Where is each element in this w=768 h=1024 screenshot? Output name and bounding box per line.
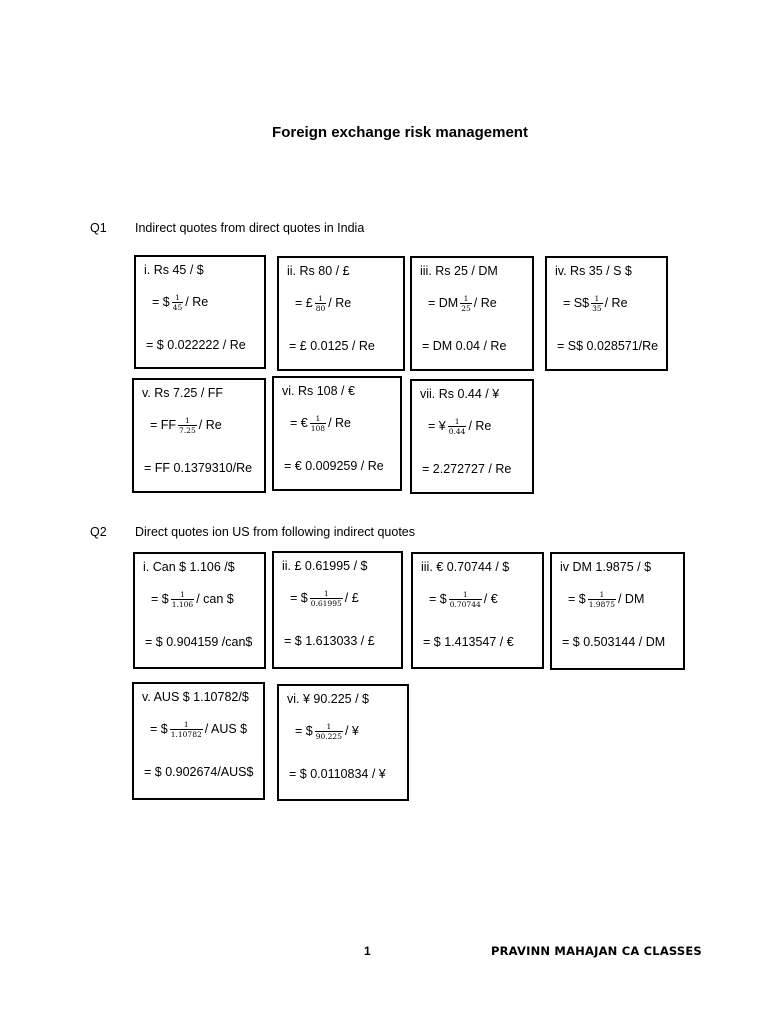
quote-box [545,256,668,371]
fraction-line [428,294,497,313]
fraction-denominator: 80 [315,304,326,313]
fraction-suffix: / can $ [196,591,234,606]
fraction-line [563,294,628,313]
page-title: Foreign exchange risk management [272,124,528,141]
quote-box [133,552,266,669]
fraction-numerator: 1 [185,416,190,425]
quote-heading: vi. Rs 108 / € [282,384,355,398]
quote-result: = 2.272727 / Re [422,462,512,476]
fraction-suffix: / Re [473,295,497,310]
fraction [178,416,197,435]
quote-result: = S$ 0.028571/Re [557,339,659,353]
fraction-line [150,416,222,435]
fraction [171,590,194,609]
fraction [310,414,326,433]
fraction [310,589,343,608]
fraction-prefix: = DM [428,295,459,310]
quote-result: = $ 0.022222 / Re [146,338,246,352]
quote-result: = $ 0.904159 /can$ [145,635,253,649]
fraction-prefix: = $ [290,590,308,605]
quote-heading: vii. Rs 0.44 / ¥ [420,387,500,401]
fraction-denominator: 35 [592,304,602,313]
fraction-line [152,293,208,312]
quote-heading: ii. Rs 80 / £ [287,264,350,278]
fraction-prefix: = € [290,415,308,430]
quote-heading: iv. Rs 35 / S $ [555,264,632,278]
fraction-line [295,722,359,741]
quote-heading: i. Can $ 1.106 /$ [143,560,235,574]
fraction-suffix: / Re [328,295,352,310]
quote-result: = $ 0.503144 / DM [562,635,666,649]
fraction-suffix: / Re [198,417,222,432]
fraction-numerator: 1 [183,720,189,729]
fraction-prefix: = $ [152,294,170,309]
quote-box [132,378,266,493]
quote-heading: iii. € 0.70744 / $ [421,560,510,574]
fraction-denominator: 1.106 [171,600,194,609]
fraction-numerator: 1 [180,590,185,599]
fraction-denominator: 0.70744 [449,600,481,609]
fraction-suffix: / Re [468,418,492,433]
fraction-line [429,590,498,609]
fraction [588,590,616,609]
fraction-numerator: 1 [463,294,469,303]
q1-label: Q1 [90,221,107,235]
quote-box [132,682,265,800]
fraction-prefix: = $ [150,721,168,736]
fraction-numerator: 1 [318,294,323,303]
fraction-numerator: 1 [599,590,605,599]
fraction-suffix: / € [483,591,498,606]
fraction-denominator: 0.44 [448,427,466,436]
fraction-line [295,294,351,313]
quote-heading: vi. ¥ 90.225 / $ [287,692,370,706]
fraction-prefix: = £ [295,295,313,310]
fraction-suffix: / Re [328,415,351,430]
q2-text: Direct quotes ion US from following indirect quotes [135,525,415,539]
fraction [172,293,184,312]
quote-box [134,255,266,369]
fraction-line [568,590,644,609]
quote-box [550,552,685,670]
fraction-numerator: 1 [462,590,468,599]
quote-result: = DM 0.04 / Re [422,339,507,353]
fraction-line [428,417,491,436]
fraction-suffix: / DM [617,591,645,606]
fraction-numerator: 1 [326,722,332,731]
quote-box [411,552,544,669]
q2-label: Q2 [90,525,107,539]
fraction-numerator: 1 [594,294,600,303]
fraction [315,294,327,313]
fraction [460,294,472,313]
quote-box [272,551,403,669]
fraction-denominator: 1.9875 [588,600,615,609]
quote-result: = € 0.009259 / Re [284,459,384,473]
fraction-prefix: = FF [150,417,177,432]
fraction-prefix: = ¥ [428,418,446,433]
quote-heading: v. AUS $ 1.10782/$ [142,690,249,704]
fraction [591,294,603,313]
fraction-prefix: = $ [151,591,169,606]
fraction-numerator: 1 [454,417,460,426]
quote-result: = FF 0.1379310/Re [144,461,253,475]
quote-box [410,256,534,371]
quote-box [272,376,402,491]
fraction-denominator: 108 [310,424,326,433]
quote-heading: i. Rs 45 / $ [144,263,204,277]
fraction-suffix: / AUS $ [204,721,248,736]
quote-result: = $ 0.0110834 / ¥ [289,767,386,781]
fraction [170,720,203,739]
fraction-denominator: 25 [461,304,471,313]
fraction-denominator: 1.10782 [170,730,202,739]
fraction-line [151,590,234,609]
quote-box [277,684,409,801]
fraction-prefix: = $ [429,591,447,606]
fraction-denominator: 7.25 [179,426,196,435]
fraction-suffix: / ¥ [344,723,359,738]
fraction-denominator: 0.61995 [310,599,342,608]
fraction [315,722,343,741]
fraction-line [290,589,359,608]
fraction-prefix: = $ [568,591,586,606]
quote-result: = $ 1.413547 / € [423,635,514,649]
fraction-prefix: = S$ [563,295,590,310]
fraction-denominator: 45 [172,303,183,312]
quote-result: = £ 0.0125 / Re [289,339,375,353]
fraction [448,417,467,436]
fraction-line [290,414,351,433]
fraction-denominator: 90.225 [315,732,342,741]
fraction-numerator: 1 [175,293,180,302]
fraction-suffix: / £ [344,590,359,605]
quote-heading: iii. Rs 25 / DM [420,264,498,278]
fraction [449,590,482,609]
quote-result: = $ 1.613033 / £ [284,634,375,648]
fraction-numerator: 1 [323,589,329,598]
fraction-suffix: / Re [604,295,628,310]
quote-heading: v. Rs 7.25 / FF [142,386,224,400]
quote-box [277,256,405,371]
quote-box [410,379,534,494]
fraction-line [150,720,247,739]
footer-brand: PRAVINN MAHAJAN CA CLASSES [491,944,702,958]
q1-text: Indirect quotes from direct quotes in India [135,221,365,235]
fraction-prefix: = $ [295,723,313,738]
fraction-numerator: 1 [315,414,321,423]
quote-heading: iv DM 1.9875 / $ [560,560,652,574]
quote-heading: ii. £ 0.61995 / $ [282,559,368,573]
quote-result: = $ 0.902674/AUS$ [144,765,254,779]
fraction-suffix: / Re [185,294,209,309]
page-number: 1 [364,944,371,958]
